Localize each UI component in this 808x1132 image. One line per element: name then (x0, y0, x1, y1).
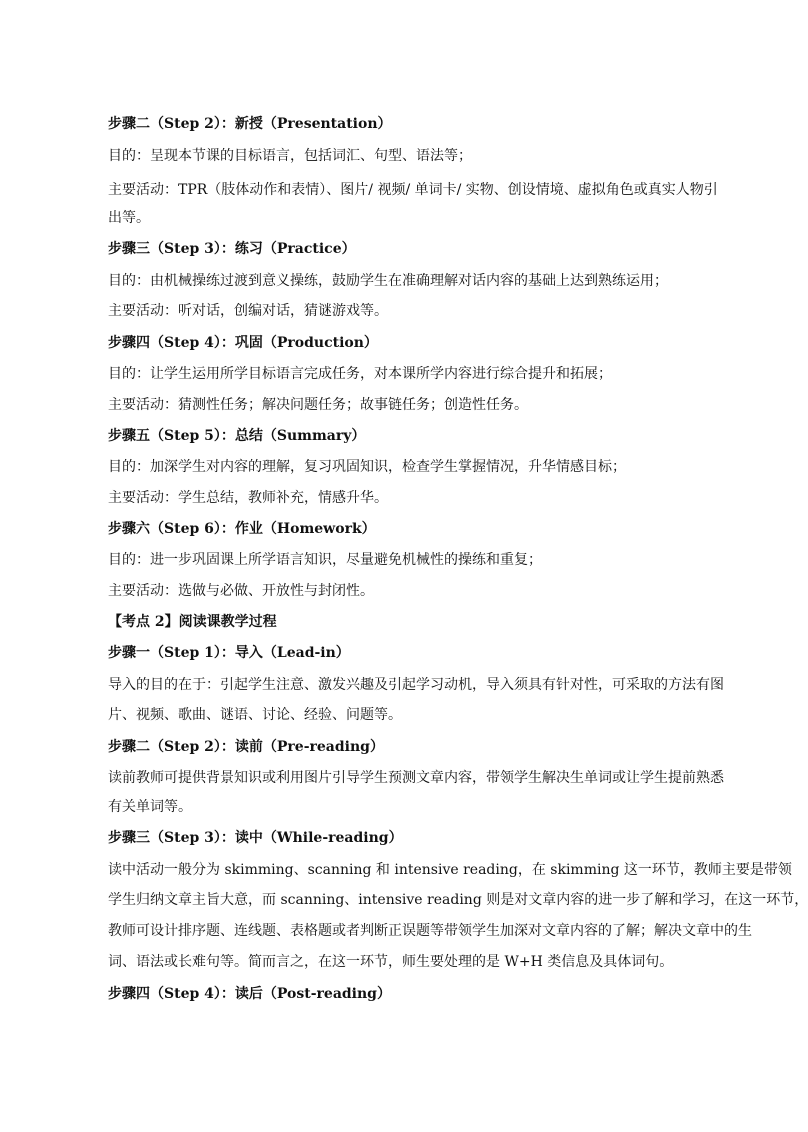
purpose-line: 目的：呈现本节课的目标语言，包括词汇、句型、语法等； (108, 148, 472, 164)
heading-step3-practice: 步骤三（Step 3）：练习（Practice） (108, 241, 356, 257)
heading-step4-production: 步骤四（Step 4）：巩固（Production） (108, 335, 378, 351)
purpose-line: 目的：由机械操练过渡到意义操练，鼓励学生在准确理解对话内容的基础上达到熟练运用； (108, 273, 668, 289)
while-reading-paragraph-cont: 学生归纳文章主旨大意，而 scanning、intensive reading 则是对文章内容的进一步了解和学习，在这一环节， (108, 892, 808, 908)
heading-step1-lead-in: 步骤一（Step 1）：导入（Lead-in） (108, 645, 350, 661)
activities-line: 主要活动：听对话，创编对话，猜谜游戏等。 (108, 303, 388, 319)
while-reading-paragraph: 读中活动一般分为 skimming、scanning 和 intensive reading，在 skimming 这一环节，教师主要是带领 (108, 862, 792, 878)
heading-step2-pre-reading: 步骤二（Step 2）：读前（Pre-reading） (108, 739, 384, 755)
lead-in-paragraph-cont: 片、视频、歌曲、谜语、讨论、经验、问题等。 (108, 707, 402, 723)
while-reading-paragraph-cont: 教师可设计排序题、连线题、表格题或者判断正误题等带领学生加深对文章内容的了解；解决文章中的生 (108, 923, 752, 939)
heading-step3-while-reading: 步骤三（Step 3）：读中（While-reading） (108, 830, 403, 846)
while-reading-paragraph-cont: 词、语法或长难句等。简而言之，在这一环节，师生要处理的是 W+H 类信息及具体词句。 (108, 954, 674, 970)
purpose-line: 目的：进一步巩固课上所学语言知识，尽量避免机械性的操练和重复； (108, 552, 542, 568)
pre-reading-paragraph: 读前教师可提供背景知识或利用图片引导学生预测文章内容，带领学生解决生单词或让学生提前熟悉 (108, 770, 724, 786)
purpose-line: 目的：让学生运用所学目标语言完成任务，对本课所学内容进行综合提升和拓展； (108, 366, 612, 382)
section-heading-reading-lesson: 【考点 2】阅读课教学过程 (108, 614, 277, 630)
heading-step6-homework: 步骤六（Step 6）：作业（Homework） (108, 521, 376, 537)
pre-reading-paragraph-cont: 有关单词等。 (108, 799, 192, 815)
heading-step5-summary: 步骤五（Step 5）：总结（Summary） (108, 428, 366, 444)
lead-in-paragraph: 导入的目的在于：引起学生注意、激发兴趣及引起学习动机，导入须具有针对性，可采取的方法有图 (108, 677, 724, 693)
activities-line-cont: 出等。 (108, 210, 150, 226)
activities-line: 主要活动：选做与必做、开放性与封闭性。 (108, 583, 374, 599)
activities-line: 主要活动：猜测性任务；解决问题任务；故事链任务；创造性任务。 (108, 397, 528, 413)
purpose-line: 目的：加深学生对内容的理解，复习巩固知识，检查学生掌握情况，升华情感目标； (108, 459, 626, 475)
heading-step2-presentation: 步骤二（Step 2）：新授（Presentation） (108, 116, 392, 132)
activities-line: 主要活动：学生总结，教师补充，情感升华。 (108, 490, 388, 506)
heading-step4-post-reading: 步骤四（Step 4）：读后（Post-reading） (108, 986, 391, 1002)
activities-line: 主要活动：TPR（肢体动作和表情）、图片/ 视频/ 单词卡/ 实物、创设情境、虚拟角色或真实人物引 (108, 182, 718, 198)
